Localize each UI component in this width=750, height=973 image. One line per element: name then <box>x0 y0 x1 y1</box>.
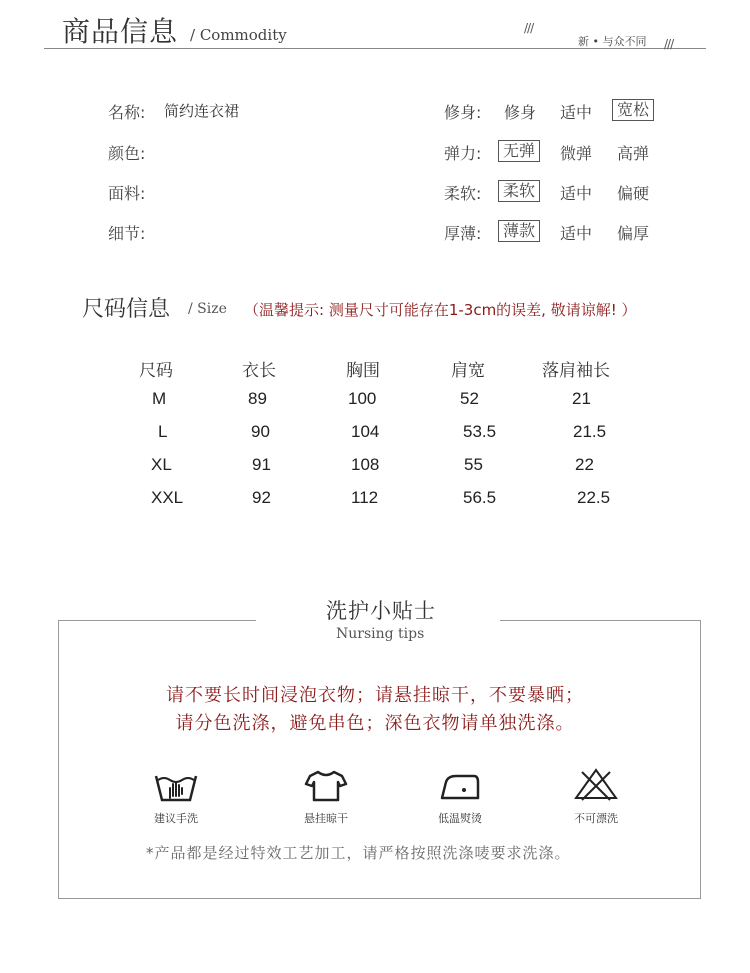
size-cell: 112 <box>351 488 379 507</box>
size-cell: 53.5 <box>463 422 497 441</box>
no-bleach-icon <box>572 766 620 802</box>
care-icon-label: 低温熨烫 <box>438 812 482 825</box>
care-footnote: *产品都是经过特效工艺加工，请严格按照洗涤唛要求洗涤。 <box>146 844 571 862</box>
attr-thickness-label: 厚薄: <box>444 224 482 243</box>
attr-elastic-option-2: 微弹 <box>560 144 593 163</box>
size-cell: 100 <box>348 389 377 408</box>
care-box-top-line-right <box>500 620 700 621</box>
care-instruction-line-1: 请不要长时间浸泡衣物；请悬挂晾干，不要暴晒； <box>166 685 584 706</box>
name-value: 简约连衣裙 <box>164 102 240 120</box>
section-subtitle-care: Nursing tips <box>336 626 425 642</box>
size-header-length: 衣长 <box>242 361 276 381</box>
size-header-size: 尺码 <box>139 361 173 381</box>
size-cell: XXL <box>151 488 184 507</box>
color-label: 颜色: <box>108 144 146 163</box>
size-cell: 91 <box>252 455 271 474</box>
care-instruction-line-2: 请分色洗涤，避免串色；深色衣物请单独洗涤。 <box>175 713 575 734</box>
size-cell: 55 <box>464 455 483 474</box>
attr-elastic-option-3: 高弹 <box>617 144 650 163</box>
attr-soft-option-1-selected: 柔软 <box>498 180 540 202</box>
detail-label: 细节: <box>108 224 146 243</box>
header-tag: 新 • 与众不同 <box>578 35 647 48</box>
section-subtitle-size: / Size <box>188 301 227 317</box>
size-cell: 22.5 <box>577 488 611 507</box>
hand-wash-icon <box>152 768 200 804</box>
size-header-sleeve: 落肩袖长 <box>542 361 610 381</box>
size-cell: 90 <box>251 422 270 441</box>
attr-fit-option-1: 修身 <box>504 103 537 122</box>
care-icon-label: 悬挂晾干 <box>304 812 348 825</box>
hang-dry-icon <box>302 768 350 804</box>
attr-elastic-option-1-selected: 无弹 <box>498 140 540 162</box>
size-cell: 89 <box>248 389 267 408</box>
decorative-slashes-left: /// <box>524 21 534 35</box>
attr-elastic-label: 弹力: <box>444 144 482 163</box>
care-icon-label: 建议手洗 <box>154 812 198 825</box>
section-subtitle-commodity: / Commodity <box>190 26 287 44</box>
size-cell: 104 <box>351 422 380 441</box>
size-cell: 92 <box>252 488 271 507</box>
size-cell: 21.5 <box>573 422 607 441</box>
low-iron-icon <box>436 768 484 804</box>
attr-fit-option-3-selected: 宽松 <box>612 99 654 121</box>
size-header-bust: 胸围 <box>346 361 380 381</box>
attr-fit-label: 修身: <box>444 103 482 122</box>
care-icon-label: 不可漂洗 <box>574 812 618 825</box>
section-title-commodity: 商品信息 <box>62 15 179 48</box>
size-cell: M <box>152 389 167 408</box>
section-title-care: 洗护小贴士 <box>326 599 436 623</box>
decorative-slashes-right: /// <box>664 37 674 51</box>
size-cell: L <box>158 422 168 441</box>
size-cell: 22 <box>575 455 594 474</box>
size-cell: 56.5 <box>463 488 497 507</box>
fabric-label: 面料: <box>108 184 146 203</box>
attr-thickness-option-1-selected: 薄款 <box>498 220 540 242</box>
attr-soft-label: 柔软: <box>444 184 482 203</box>
attr-fit-option-2: 适中 <box>560 103 593 122</box>
section-title-size: 尺码信息 <box>82 297 171 322</box>
size-cell: XL <box>151 455 172 474</box>
name-label: 名称: <box>108 103 146 122</box>
size-cell: 52 <box>460 389 479 408</box>
attr-soft-option-2: 适中 <box>560 184 593 203</box>
size-cell: 21 <box>572 389 591 408</box>
size-cell: 108 <box>351 455 380 474</box>
attr-thickness-option-2: 适中 <box>560 224 593 243</box>
attr-thickness-option-3: 偏厚 <box>617 224 650 243</box>
attr-soft-option-3: 偏硬 <box>617 184 650 203</box>
care-box-top-line-left <box>58 620 256 621</box>
size-measurement-note: （温馨提示: 测量尺寸可能存在1-3cm的误差, 敬请谅解! ） <box>244 301 637 319</box>
size-header-shoulder: 肩宽 <box>451 361 485 381</box>
